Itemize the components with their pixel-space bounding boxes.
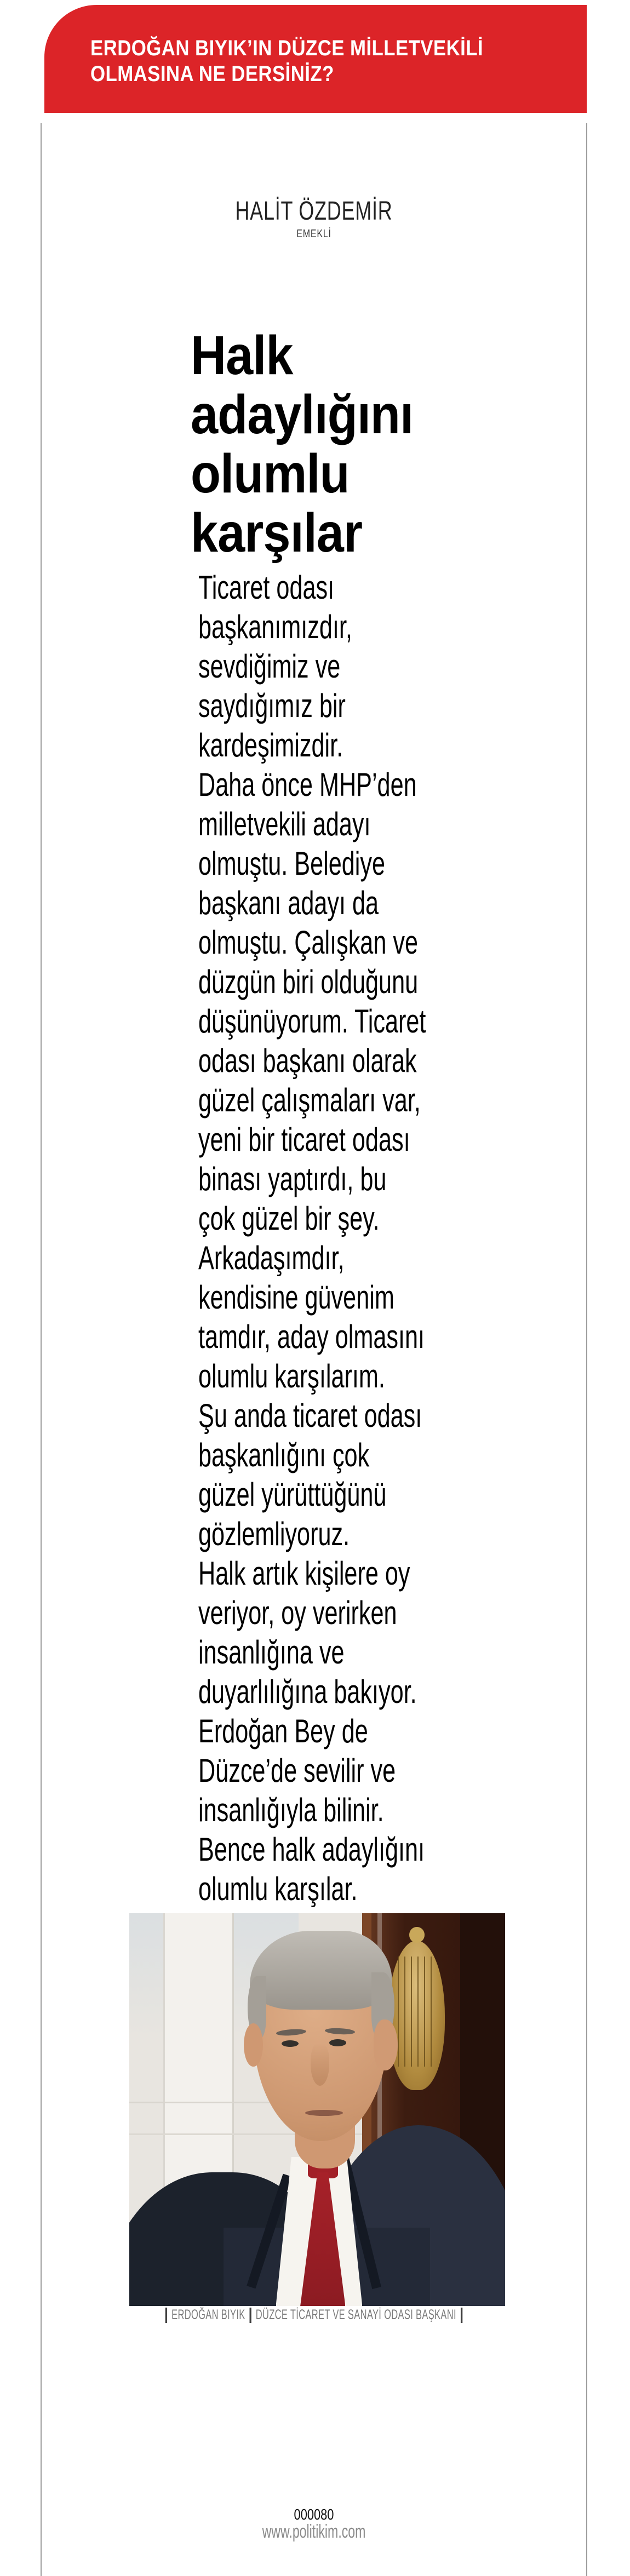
article-line: Daha önce MHP’den	[198, 766, 417, 803]
headline-line: Halk	[191, 325, 293, 386]
question-banner	[44, 5, 587, 113]
article-line: düşünüyorum. Ticaret	[198, 1003, 426, 1040]
caption-separator-bar	[461, 2308, 462, 2323]
article-headline	[191, 326, 413, 563]
article-line: insanlığına ve	[198, 1634, 345, 1671]
article-line: düzgün biri olduğunu	[198, 963, 419, 1000]
article-line: Erdoğan Bey de	[198, 1713, 368, 1749]
article-line: başkanımızdır,	[198, 609, 352, 645]
caption-separator-bar	[165, 2308, 167, 2323]
headline-line: karşılar	[191, 502, 363, 564]
article-line: Düzce’de sevilir ve	[198, 1752, 396, 1789]
article-line: insanlığıyla bilinir.	[198, 1792, 384, 1828]
article-line: güzel çalışmaları var,	[198, 1082, 421, 1118]
portrait-photo	[129, 1913, 505, 2306]
article-line: odası başkanı olarak	[198, 1042, 417, 1079]
article-line: başkanlığını çok	[198, 1437, 370, 1473]
photo-caption	[134, 2307, 494, 2323]
portrait-nose	[311, 2043, 329, 2086]
footer-code: 000080	[294, 2506, 334, 2523]
article-line: saydığımız bir	[198, 687, 346, 724]
footer-website: www.politikim.com	[262, 2521, 366, 2542]
article-line: kendisine güvenim	[198, 1279, 394, 1316]
photo-clock-strings	[398, 1957, 436, 2067]
article-line: Bence halk adaylığını	[198, 1831, 425, 1868]
article-line: Ticaret odası	[198, 569, 335, 606]
portrait-eye-left	[282, 2040, 299, 2047]
article-line: olmuştu. Belediye	[198, 845, 385, 882]
article-line: milletvekili adayı	[198, 806, 371, 842]
portrait-mouth	[305, 2110, 343, 2116]
article-line: sevdiğimiz ve	[198, 648, 341, 685]
headline-line: olumlu	[191, 443, 350, 504]
article-line: veriyor, oy verirken	[198, 1594, 397, 1631]
article-line: gözlemliyoruz.	[198, 1516, 350, 1552]
portrait-ear-left	[244, 2023, 262, 2067]
article-line: tamdır, aday olmasını	[198, 1318, 425, 1355]
caption-person-title: DÜZCE TİCARET VE SANAYİ ODASI BAŞKANI	[255, 2307, 456, 2322]
article-line: güzel yürüttüğünü	[198, 1476, 387, 1513]
article-line: olmuştu. Çalışkan ve	[198, 924, 418, 961]
question-banner-line-1: ERDOĞAN BIYIK’IN DÜZCE MİLLETVEKİLİ	[90, 36, 484, 60]
headline-line: adaylığını	[191, 384, 414, 445]
question-banner-text	[90, 36, 483, 87]
article-line: Şu anda ticaret odası	[198, 1397, 422, 1434]
interviewee-name: HALİT ÖZDEMİR	[235, 197, 393, 226]
article-line: Arkadaşımdır,	[198, 1240, 345, 1276]
caption-person-name: ERDOĞAN BIYIK	[171, 2307, 245, 2322]
article-line: binası yaptırdı, bu	[198, 1161, 387, 1197]
article-line: Halk artık kişilere oy	[198, 1555, 410, 1592]
article-line: çok güzel bir şey.	[198, 1200, 380, 1237]
article-line: olumlu karşılar.	[198, 1871, 358, 1907]
article-line: kardeşimizdir.	[198, 727, 343, 764]
article-line: duyarlılığına bakıyor.	[198, 1673, 417, 1710]
article-body	[198, 568, 426, 1909]
interviewee-title: EMEKLİ	[296, 228, 331, 240]
caption-separator-bar	[250, 2308, 251, 2323]
question-banner-line-2: OLMASINA NE DERSİNİZ?	[90, 62, 334, 86]
article-line: yeni bir ticaret odası	[198, 1121, 410, 1158]
article-line: olumlu karşılarım.	[198, 1358, 385, 1395]
article-line: başkanı adayı da	[198, 885, 379, 921]
photo-clock-knob	[409, 1927, 424, 1943]
card-border-left	[41, 123, 42, 2576]
card-border-right	[586, 123, 587, 2576]
